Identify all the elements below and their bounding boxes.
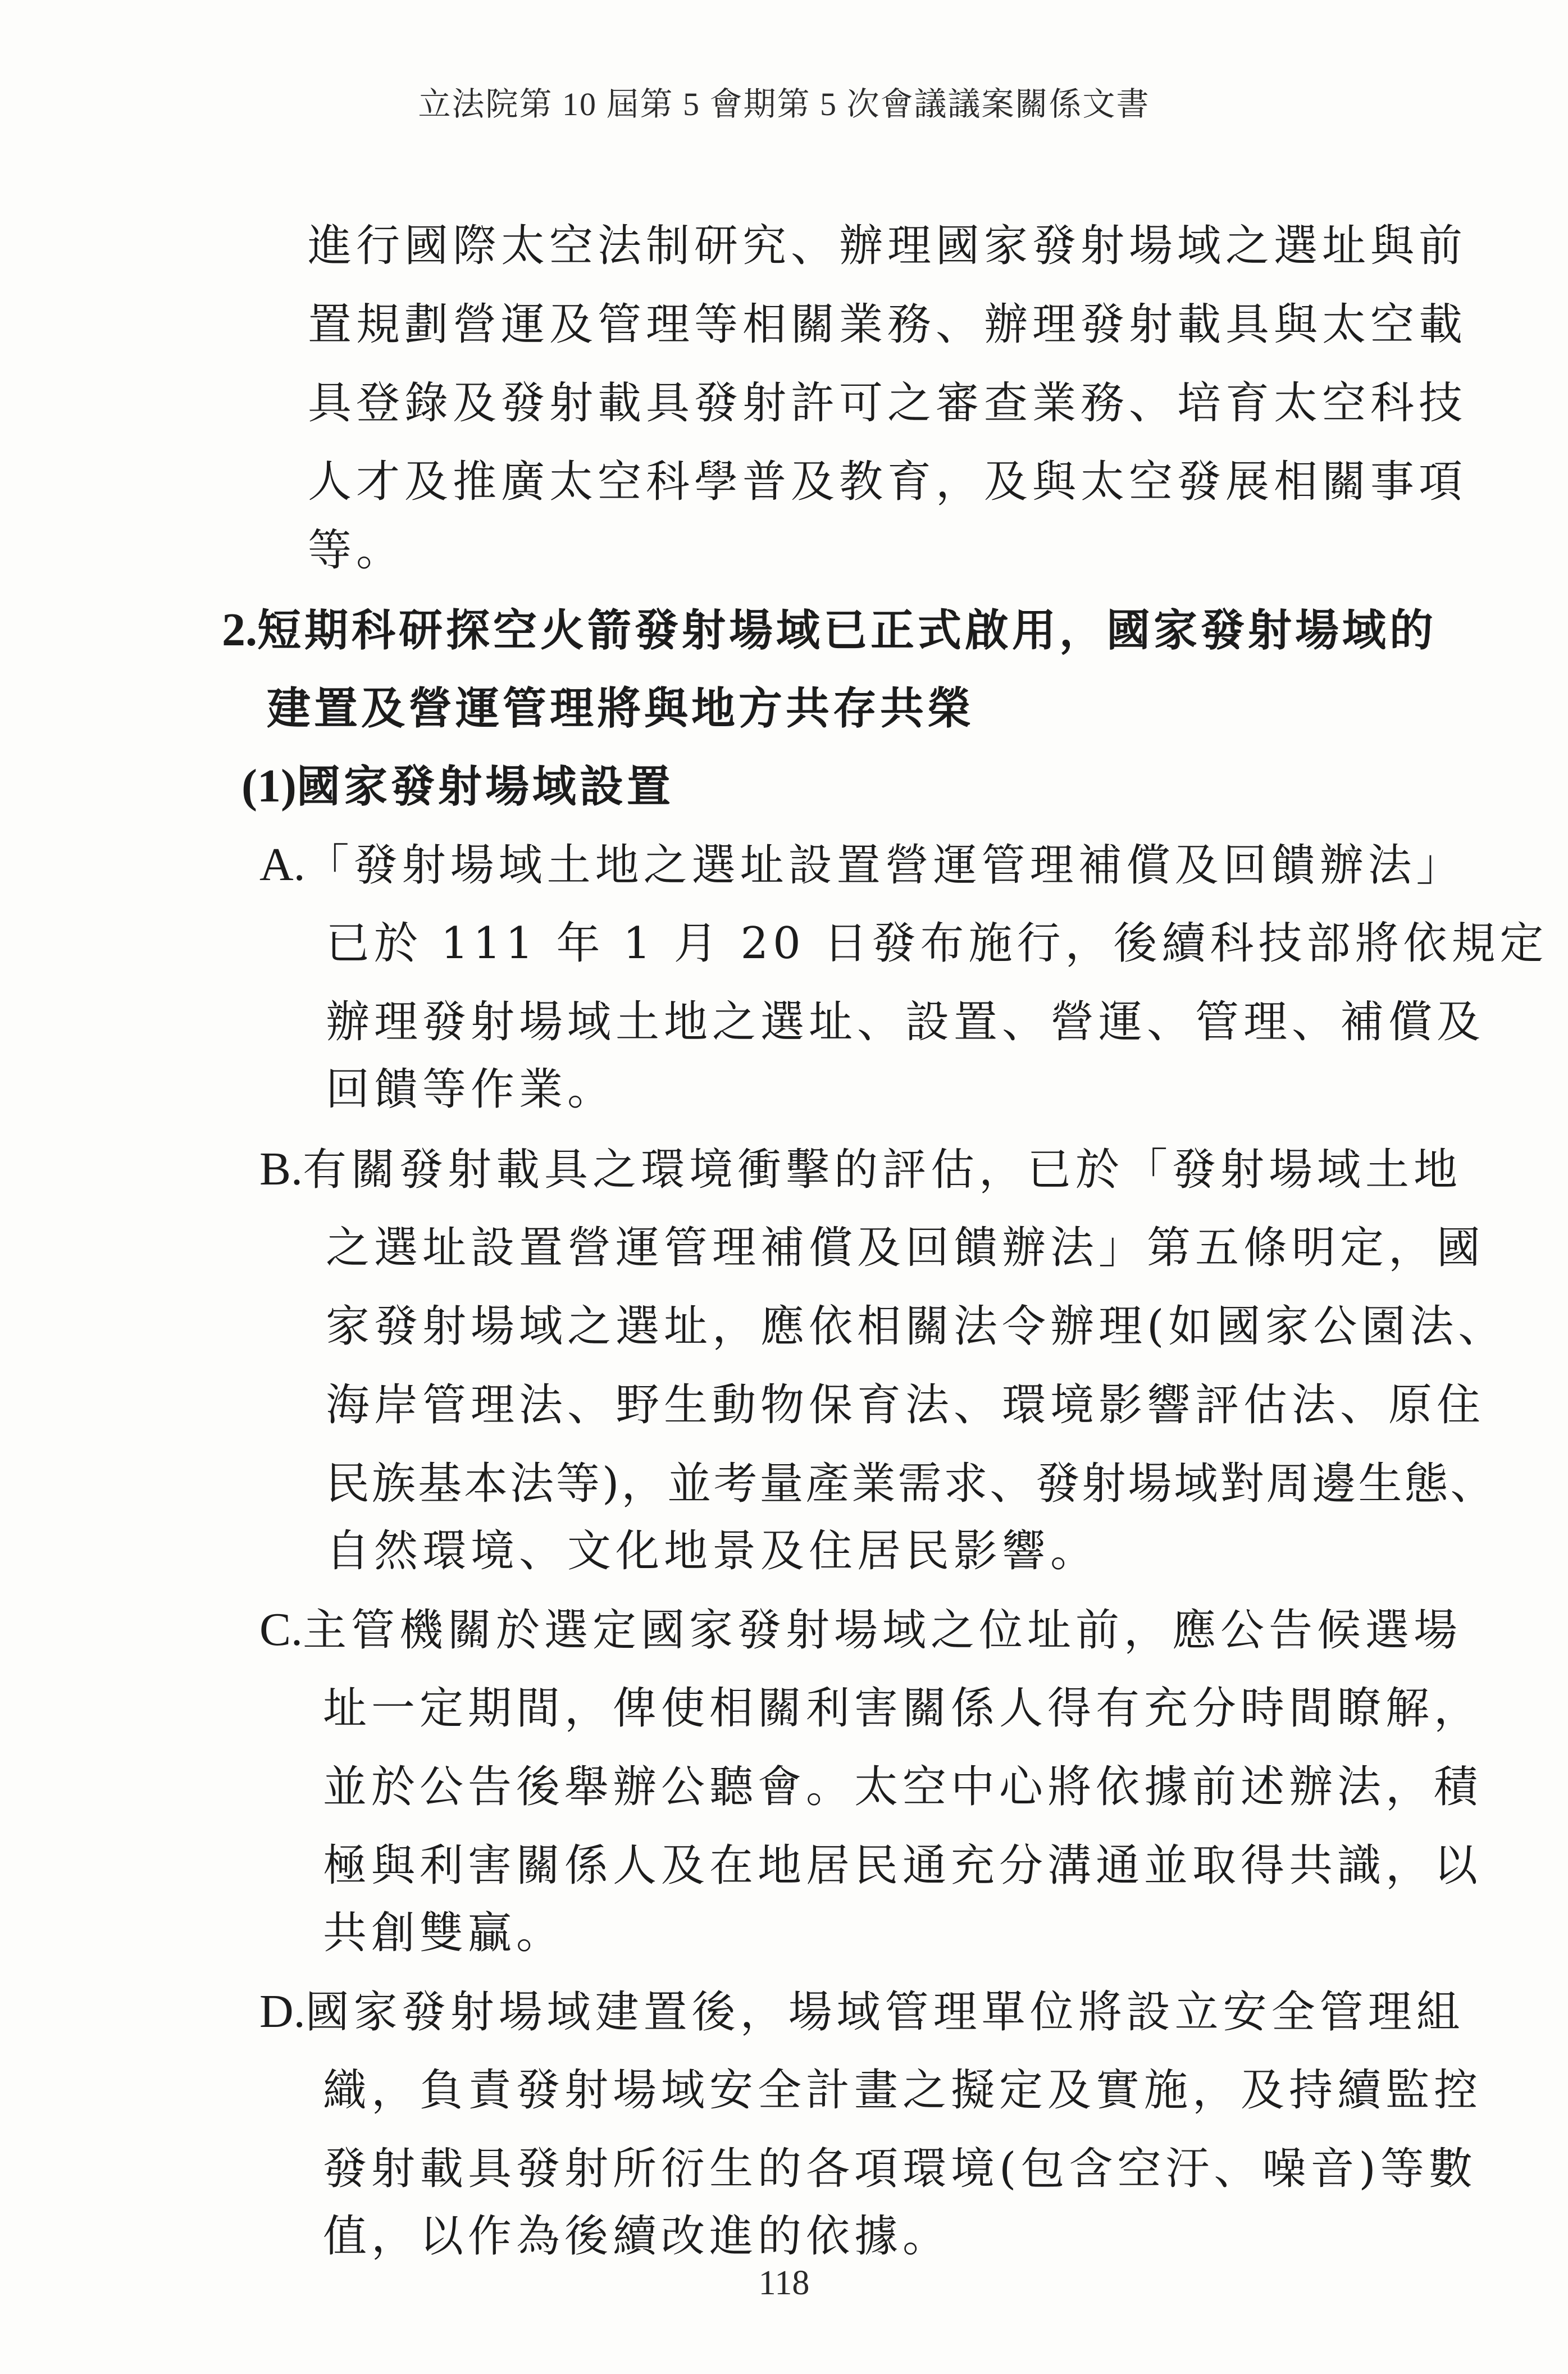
item-text: 主管機關於選定國家發射場域之位址前，應公告候選場 — [303, 1605, 1462, 1656]
subsection-title: 國家發射場域設置 — [296, 761, 674, 812]
heading-line: 建置及營運管理將與地方共存共榮 — [267, 683, 975, 734]
text-line: 織，負責發射場域安全計畫之擬定及實施，及持續監控 — [323, 2065, 1483, 2116]
heading-line — [222, 602, 1437, 659]
text-line: 自然環境、文化地景及住居民影響。 — [326, 1526, 1099, 1576]
item-text: 國家發射場域建置後，場域管理單位將設立安全管理組 — [305, 1987, 1465, 2038]
text-line: 之選址設置營運管理補償及回饋辦法」第五條明定，國 — [326, 1223, 1485, 1273]
text-line: 家發射場域之選址，應依相關法令辦理(如國家公園法、 — [326, 1301, 1507, 1352]
item-first-line — [259, 1602, 1462, 1658]
text-line: 址一定期間，俾使相關利害關係人得有充分時間瞭解， — [323, 1683, 1483, 1734]
text-line: 已於 111 年 1 月 20 日發布施行，後續科技部將依規定 — [326, 918, 1548, 969]
item-first-line — [259, 837, 1465, 894]
item-first-line — [259, 1141, 1462, 1198]
item-marker: C. — [259, 1603, 303, 1656]
text-line: 置規劃營運及管理等相關業務、辦理發射載具與太空載 — [308, 299, 1467, 350]
heading-text: 短期科研探空火箭發射場域已正式啟用，國家發射場域的 — [257, 605, 1437, 656]
page-number: 118 — [758, 2264, 810, 2302]
item-text: 有關發射載具之環境衝擊的評估，已於「發射場域土地 — [303, 1145, 1462, 1195]
item-text: 「發射場域土地之選址設置營運管理補償及回饋辦法」 — [305, 840, 1465, 891]
text-line: 人才及推廣太空科學普及教育，及與太空發展相關事項 — [308, 457, 1467, 507]
text-line: 民族基本法等)，並考量產業需求、發射場域對周邊生態、 — [326, 1459, 1497, 1509]
item-marker: D. — [259, 1985, 306, 2038]
item-first-line — [259, 1984, 1465, 2040]
item-marker: A. — [259, 839, 306, 891]
text-line: 發射載具發射所衍生的各項環境(包含空汙、噪音)等數 — [323, 2144, 1477, 2194]
subsection-marker: (1) — [241, 760, 297, 812]
text-line: 並於公告後舉辦公聽會。太空中心將依據前述辦法，積 — [323, 1762, 1483, 1812]
text-line: 具登錄及發射載具發射許可之審查業務、培育太空科技 — [308, 378, 1467, 429]
text-line: 共創雙贏。 — [323, 1908, 565, 1958]
text-line: 進行國際太空法制研究、辦理國家發射場域之選址與前 — [308, 221, 1467, 271]
subsection-heading — [241, 758, 674, 815]
text-line: 極與利害關係人及在地居民通充分溝通並取得共識，以 — [323, 1840, 1483, 1891]
section-marker: 2. — [222, 604, 257, 656]
text-line: 回饋等作業。 — [326, 1064, 616, 1115]
text-line: 值，以作為後續改進的依據。 — [323, 2211, 951, 2262]
text-line: 等。 — [308, 525, 405, 576]
item-marker: B. — [259, 1143, 303, 1195]
text-line: 海岸管理法、野生動物保育法、環境影響評估法、原住 — [326, 1380, 1485, 1430]
page-header: 立法院第 10 屆第 5 會期第 5 次會議議案關係文書 — [418, 86, 1150, 122]
text-line: 辦理發射場域土地之選址、設置、營運、管理、補償及 — [326, 997, 1485, 1047]
